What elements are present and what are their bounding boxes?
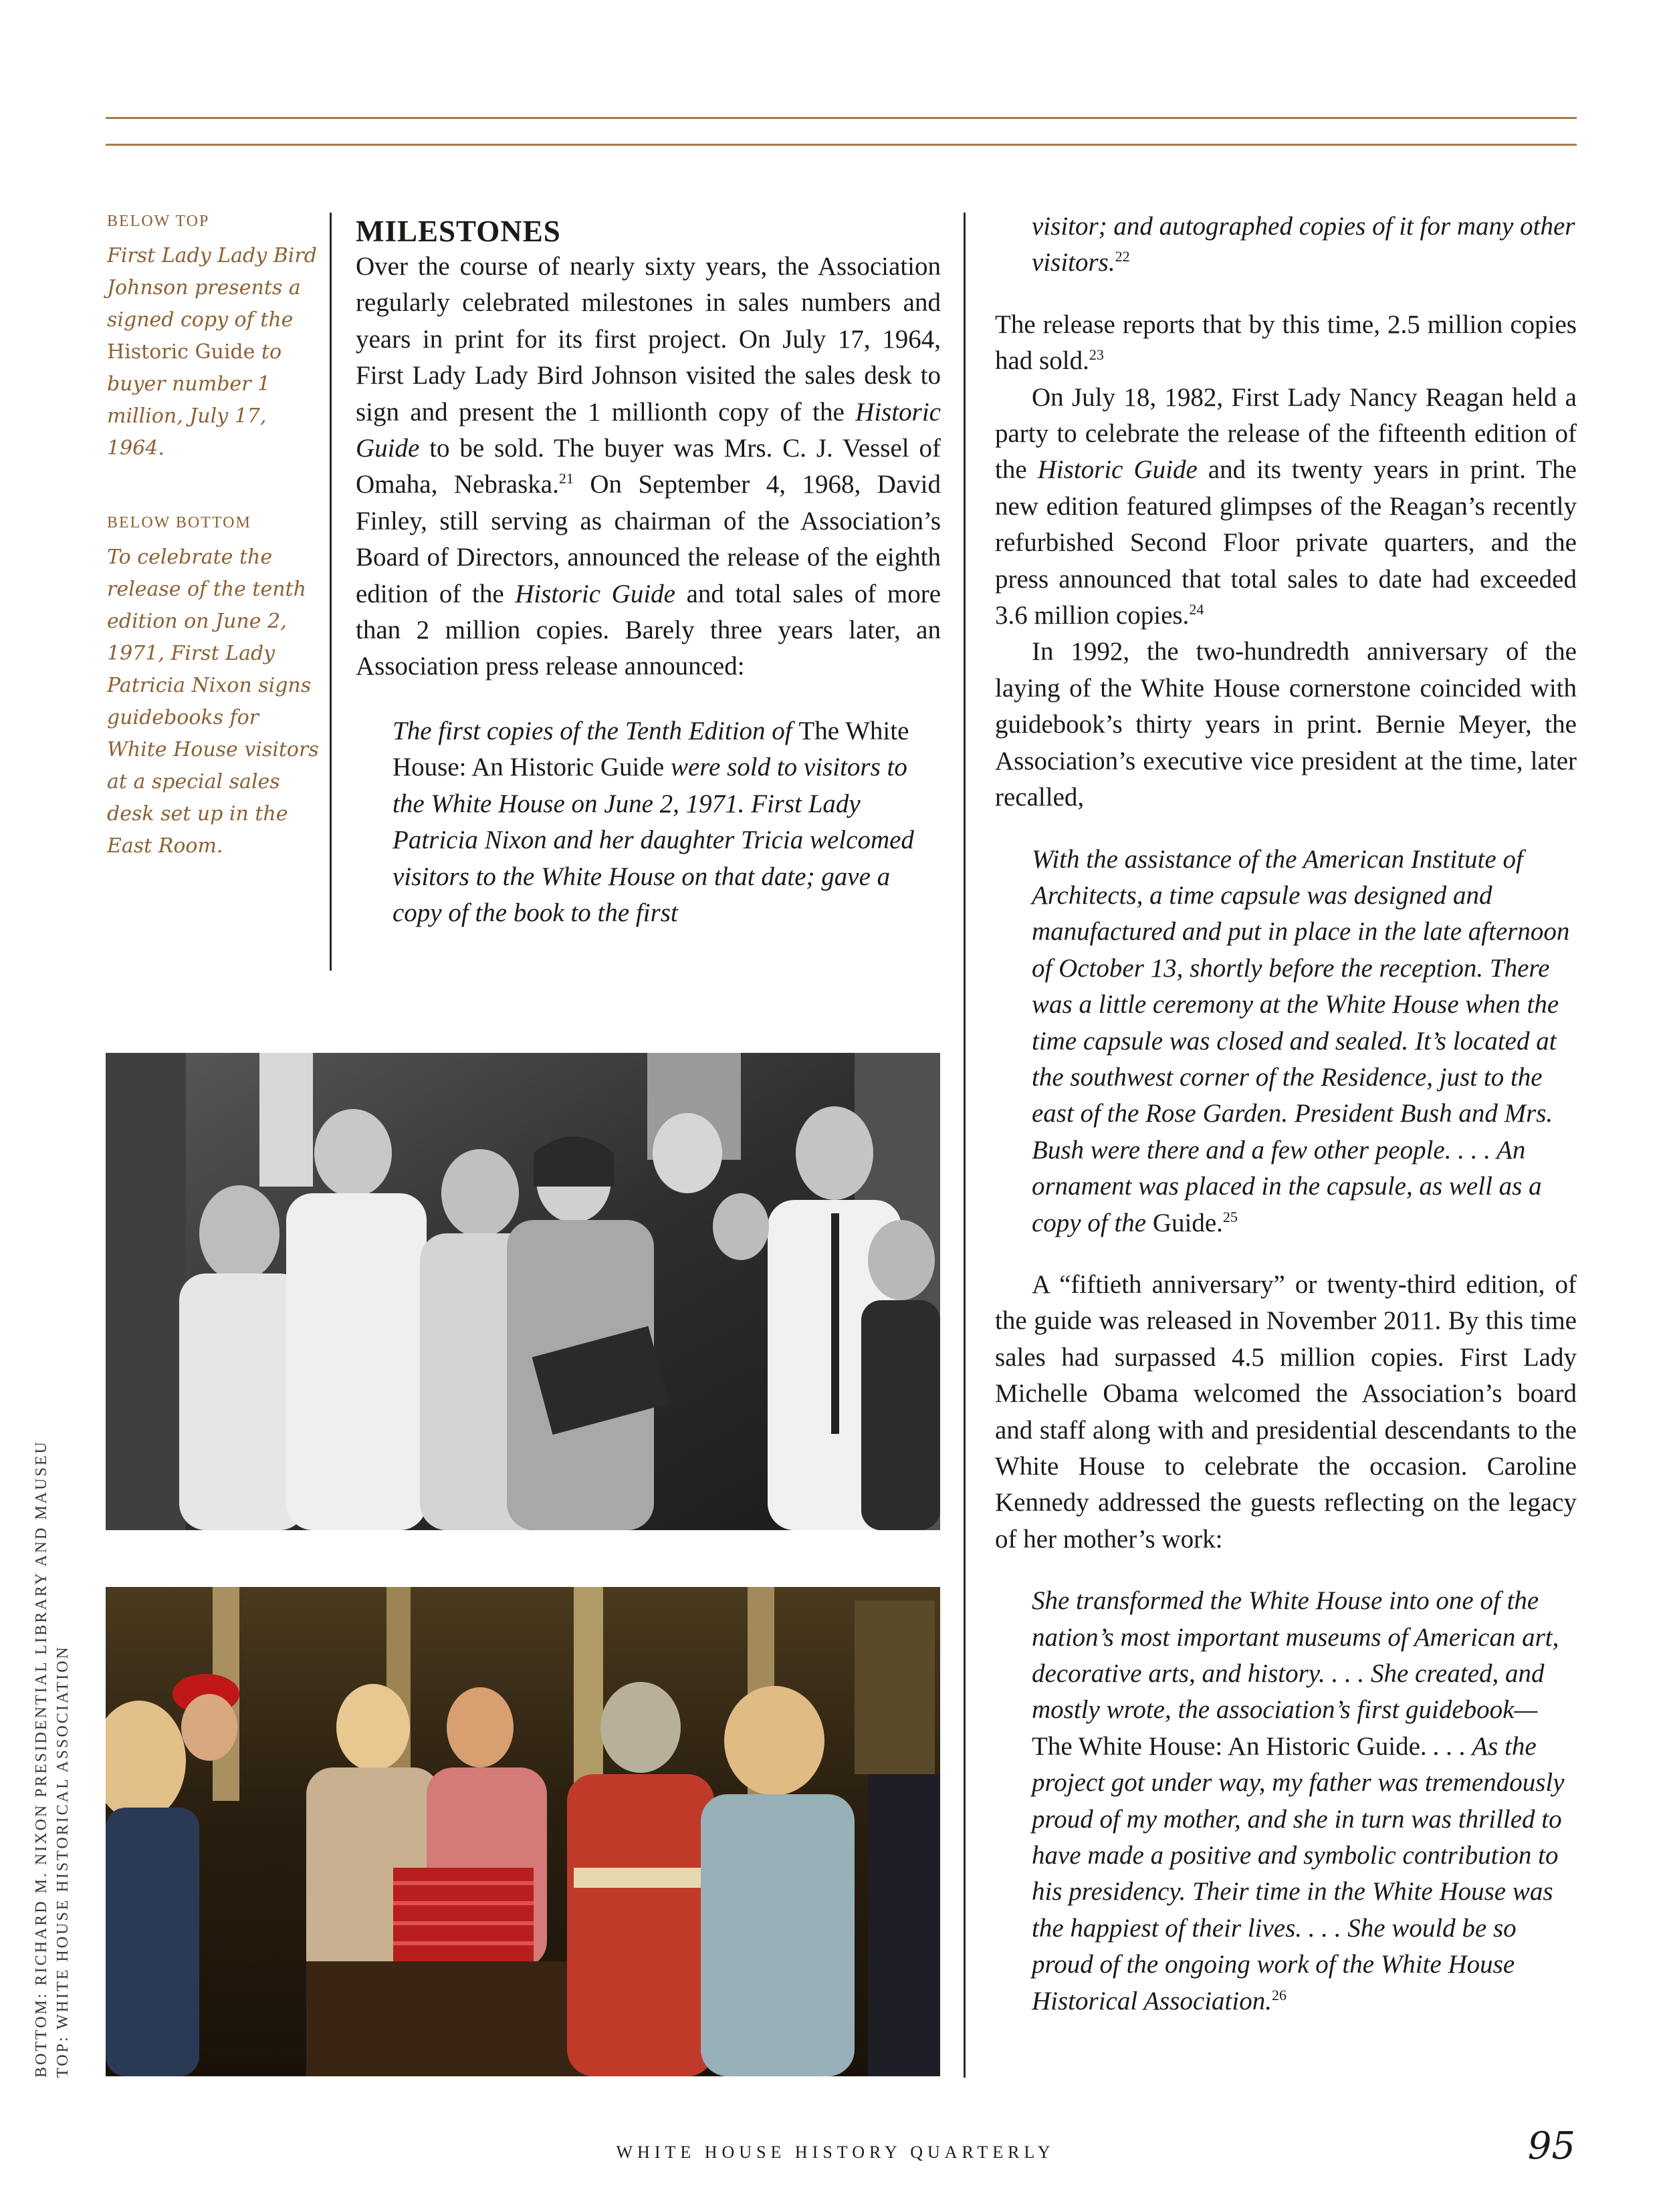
caption-top-text: First Lady Lady Bird Johnson presents a signed copy of the Historic Guide to buyer number 1 million, July 17, 1964. [107,244,317,460]
body-paragraph: Over the course of nearly sixty years, the Association regularly celebrated milestones in sales numbers and years in print for its first project. On July 17, 1964, First Lady Lady Bird Johnson visited the sales desk to sign and present the 1 millionth copy of the Historic Guide to be sold. The buyer was Mrs. C. J. Vessel of Omaha, Nebraska.$^{21}$ On September 4, 1968, David Finley, still serving as chairman of the Association’s Board of Directors, announced the release of the eighth edition of the Historic Guide and total sales of more than 2 million copies. Barely three years later, an Association press release announced: [356,252,941,681]
header-rule-bottom [106,144,1577,146]
article-column-right [995,209,1577,2045]
footnote-ref: 25 [1222,1208,1238,1225]
section-heading: MILESTONES [356,215,561,248]
footnote-ref: 24 [1189,601,1204,618]
body-paragraph: On July 18, 1982, First Lady Nancy Reagan held a party to celebrate the release of the fifteenth edition of the Historic Guide and its twenty years in print. The new edition featured glimpses of the Reagan’s recently refurbished Second Floor private quarters, and the press announced that total sales to date had exceeded 3.6 million copies.$^{24}$ [995,382,1577,630]
running-footer: WHITE HOUSE HISTORY QUARTERLY [616,2142,1055,2162]
caption-top [107,213,321,465]
footnote-ref: 23 [1089,346,1104,364]
caption-sidebar [107,213,321,862]
photo-lady-bird-johnson [106,1053,940,1530]
body-paragraph: In 1992, the two-hundredth anniversary of the laying of the White House cornerstone coincided with guidebook’s thirty years in print. Bernie Meyer, the Association’s executive vice president at the time, later recalled, [995,637,1577,812]
photo-bw-illustration [106,1053,940,1530]
page-number: 95 [1527,2124,1575,2168]
photo-credits [31,1342,74,2078]
block-quote: The first copies of the Tenth Edition of The White House: An Historic Guide were sold to visitors to the White House on June 2, 1971. First Lady Patricia Nixon and her daughter Tricia welcomed visitors to the White House on that date; gave a copy of the book to the first [393,716,914,927]
footnote-ref: 22 [1115,248,1130,265]
photo-credit-top: TOP: WHITE HOUSE HISTORICAL ASSOCIATION [54,1645,72,2078]
column-divider-left [330,213,332,971]
caption-bottom-label: BELOW BOTTOM [107,514,251,531]
photo-credit-bottom: BOTTOM: RICHARD M. NIXON PRESIDENTIAL LIBRARY AND MAUSEU [33,1440,50,2078]
photo-patricia-nixon [106,1587,940,2076]
article-column-middle [356,209,941,957]
header-rule-top [106,117,1577,119]
caption-bottom [107,514,321,862]
block-quote: With the assistance of the American Institute of Architects, a time capsule was designed and manufactured and put in place in the late afternoon of October 13, shortly before the reception. There was a little ceremony at the White House when the time capsule was closed and sealed. It’s located at the southwest corner of the Residence, just to the east of the Rose Garden. President Bush and Mrs. Bush were there and a few other people. . . . An ornament was placed in the capsule, as well as a copy of the Guide.$^{25}$ [1032,844,1570,1237]
photo-color-illustration [106,1587,940,2076]
column-divider-right [964,213,966,2078]
caption-top-label: BELOW TOP [107,213,210,230]
caption-bottom-text: To celebrate the release of the tenth edition on June 2, 1971, First Lady Patricia Nixon signs guidebooks for White House visitors at a special sales desk set up in the East Room. [107,545,319,858]
block-quote: She transformed the White House into one of the nation’s most important museums of American art, decorative arts, and history. . . . She created, and mostly wrote, the association’s first guidebook—The White House: An Historic Guide. . . . As the project got under way, my father was tremendously proud of my mother, and she in turn was thrilled to have made a positive and symbolic contribution to his presidency. Their time in the White House was the happiest of their lives. . . . She would be so proud of the ongoing work of the White House Historical Association.$^{26}$ [1032,1586,1565,2015]
block-quote-continued: visitor; and autographed copies of it for many other visitors.$^{22}$ [1032,212,1575,277]
footnote-ref: 26 [1271,1986,1287,2003]
body-paragraph: A “fiftieth anniversary” or twenty-third edition, of the guide was released in November 2011. By this time sales had surpassed 4.5 million copies. First Lady Michelle Obama welcomed the Association’s board and staff along with and presidential descendants to the White House to celebrate the occasion. Caroline Kennedy addressed the guests reflecting on the legacy of her mother’s work: [995,1269,1577,1554]
footnote-ref: 21 [558,470,574,487]
body-paragraph: The release reports that by this time, 2.5 million copies had sold.$^{23}$ [995,310,1577,376]
